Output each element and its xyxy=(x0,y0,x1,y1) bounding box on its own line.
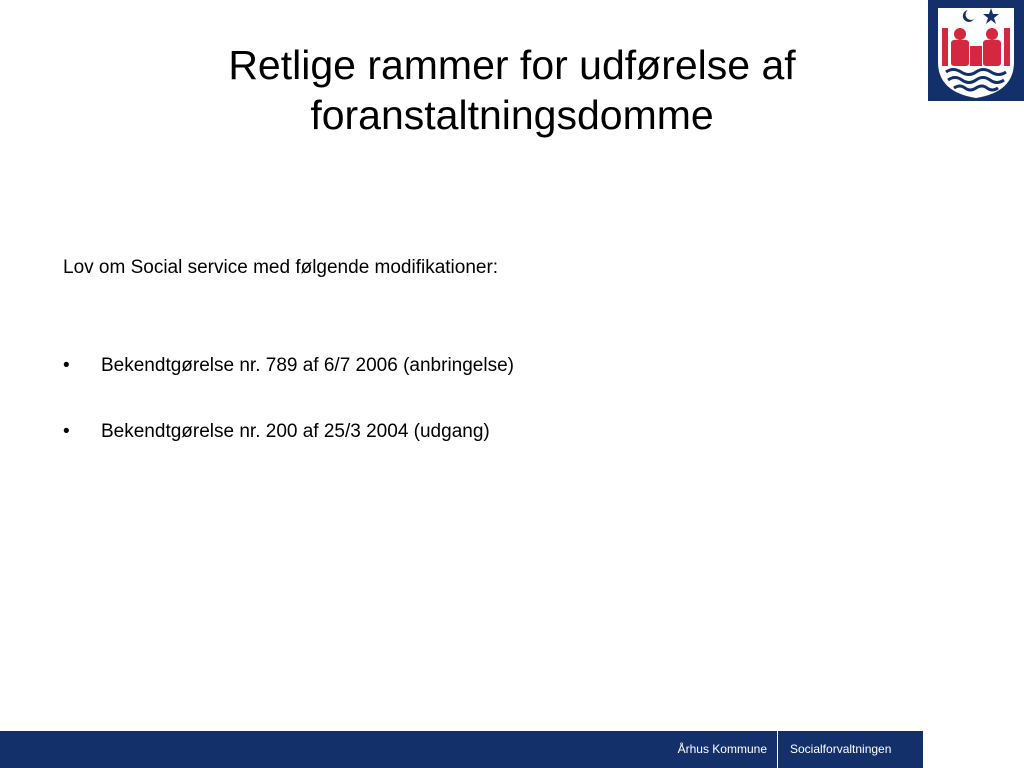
aarhus-coat-of-arms-icon xyxy=(928,0,1024,101)
bullet-text: Bekendtgørelse nr. 200 af 25/3 2004 (udgang) xyxy=(101,421,490,442)
slide-title: Retlige rammer for udførelse af foranstaltningsdomme xyxy=(228,42,796,138)
footer-department: Socialforvaltningen xyxy=(790,742,892,756)
bullet-text: Bekendtgørelse nr. 789 af 6/7 2006 (anbringelse) xyxy=(101,355,514,376)
footer-organization: Århus Kommune xyxy=(677,742,767,756)
footer-bar xyxy=(0,731,923,768)
bullet-icon: • xyxy=(63,421,70,442)
intro-text: Lov om Social service med følgende modifikationer: xyxy=(63,257,499,278)
bullet-icon: • xyxy=(63,355,70,376)
footer-divider xyxy=(777,731,778,768)
